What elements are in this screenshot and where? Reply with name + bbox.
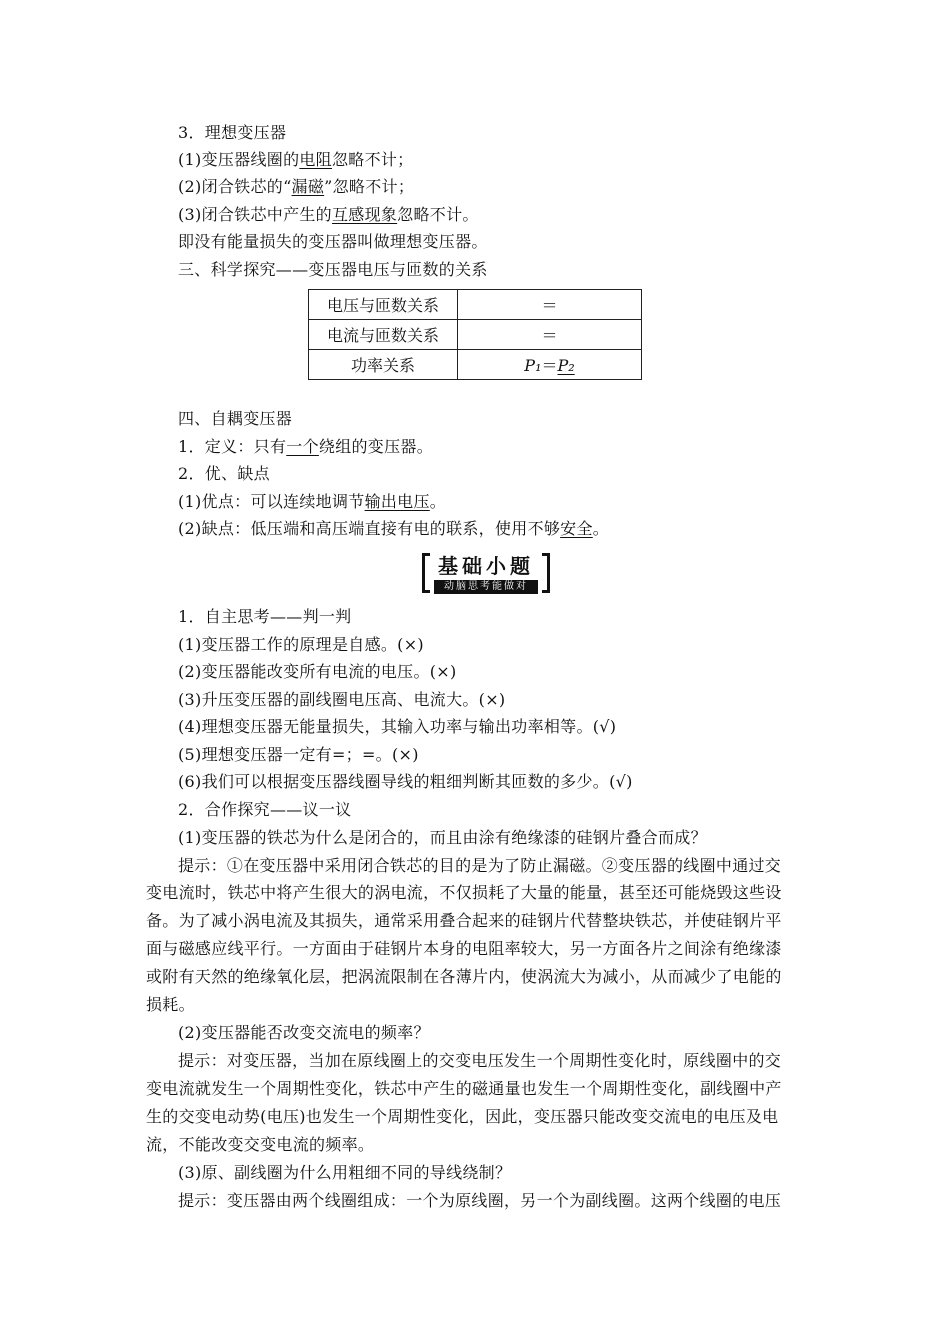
banner-title: 基础小题 — [438, 554, 534, 578]
question: (1)变压器的铁芯为什么是闭合的，而且由涂有绝缘漆的硅钢片叠合而成？ — [178, 828, 707, 847]
question-heading: 2．合作探究——议一议 — [178, 800, 352, 819]
underlined-term: P₂ — [557, 356, 575, 375]
underlined-term: 电阻 — [299, 150, 332, 169]
answer-line: 生的交变电动势(电压)也发生一个周期性变化，因此，变压器只能改变交流电的电压及电 — [146, 1107, 779, 1126]
list-item: (1)变压器工作的原理是自感。(×) — [178, 635, 424, 654]
list-item: 2．优、缺点 — [178, 464, 270, 483]
table-row — [309, 290, 642, 320]
question: (3)原、副线圈为什么用粗细不同的导线绕制？ — [178, 1163, 512, 1182]
bracket-right-icon — [542, 553, 550, 593]
underlined-term: 输出电压 — [364, 492, 430, 511]
section-banner — [422, 553, 550, 595]
answer-line: 或附有天然的绝缘氧化层，把涡流限制在各薄片内，使涡流大为减小，从而减少了电能的 — [146, 967, 782, 986]
section-heading: 三、科学探究——变压器电压与匝数的关系 — [178, 260, 488, 279]
table-row — [309, 320, 642, 350]
underlined-term: 漏磁 — [291, 177, 325, 196]
underlined-term: 安全 — [560, 519, 593, 538]
underlined-term: 一个 — [286, 437, 319, 456]
list-item: (4)理想变压器无能量损失，其输入功率与输出功率相等。(√) — [178, 717, 617, 736]
answer-line: 面与磁感应线平行。一方面由于硅钢片本身的电阻率较大，另一方面各片之间涂有绝缘漆 — [146, 939, 782, 958]
answer-line: 变电流就发生一个周期性变化，铁芯中产生的磁通量也发生一个周期性变化，副线圈中产 — [146, 1079, 782, 1098]
question-heading: 1．自主思考——判一判 — [178, 607, 352, 626]
answer-line: 损耗。 — [146, 995, 195, 1014]
list-item: (2)闭合铁芯的“漏磁”忽略不计； — [178, 177, 415, 196]
table-cell-label: 电流与匝数关系 — [309, 320, 458, 350]
underlined-term: 互感现象 — [331, 205, 398, 224]
list-item: 1．定义：只有一个绕组的变压器。 — [178, 437, 433, 456]
answer-line: 提示：变压器由两个线圈组成：一个为原线圈，另一个为副线圈。这两个线圈的电压 — [178, 1191, 782, 1210]
list-item: (3)升压变压器的副线圈电压高、电流大。(×) — [178, 690, 506, 709]
bracket-left-icon — [422, 553, 430, 593]
table-row — [309, 350, 642, 380]
list-item: (1)优点：可以连续地调节输出电压。 — [178, 492, 447, 511]
list-item: (2)缺点：低压端和高压端直接有电的联系，使用不够安全。 — [178, 519, 610, 538]
section-heading: 四、自耦变压器 — [178, 409, 293, 428]
answer-line: 变电流时，铁芯中将产生很大的涡电流，不仅损耗了大量的能量，甚至还可能烧毁这些设 — [146, 883, 782, 902]
table-cell-value: ＝ — [458, 320, 642, 350]
list-item: (2)变压器能改变所有电流的电压。(×) — [178, 662, 457, 681]
answer-line: 提示：对变压器，当加在原线圈上的交变电压发生一个周期性变化时，原线圈中的交 — [178, 1051, 782, 1070]
question: (2)变压器能否改变交流电的频率？ — [178, 1023, 430, 1042]
answer-line: 流，不能改变交变电流的频率。 — [146, 1135, 375, 1154]
table-cell-value: ＝ — [458, 290, 642, 320]
list-item: (5)理想变压器一定有=；=。(×) — [178, 745, 419, 764]
answer-line: 备。为了减小涡电流及其损失，通常采用叠合起来的硅钢片代替整块铁芯，并使硅钢片平 — [146, 911, 782, 930]
table-cell-label: 电压与匝数关系 — [309, 290, 458, 320]
banner-subtitle: 动脑思考能做对 — [434, 580, 538, 594]
list-item: (6)我们可以根据变压器线圈导线的粗细判断其匝数的多少。(√) — [178, 772, 633, 791]
paragraph: 即没有能量损失的变压器叫做理想变压器。 — [178, 232, 488, 251]
table-cell-label: 功率关系 — [309, 350, 458, 380]
table-cell-value: P₁＝P₂ — [458, 350, 642, 380]
list-item: (1)变压器线圈的电阻忽略不计； — [178, 150, 414, 169]
relation-table — [308, 289, 642, 380]
section-heading: 3．理想变压器 — [178, 123, 287, 142]
answer-line: 提示：①在变压器中采用闭合铁芯的目的是为了防止漏磁。②变压器的线圈中通过交 — [178, 856, 782, 875]
list-item: (3)闭合铁芯中产生的互感现象忽略不计。 — [178, 205, 479, 224]
